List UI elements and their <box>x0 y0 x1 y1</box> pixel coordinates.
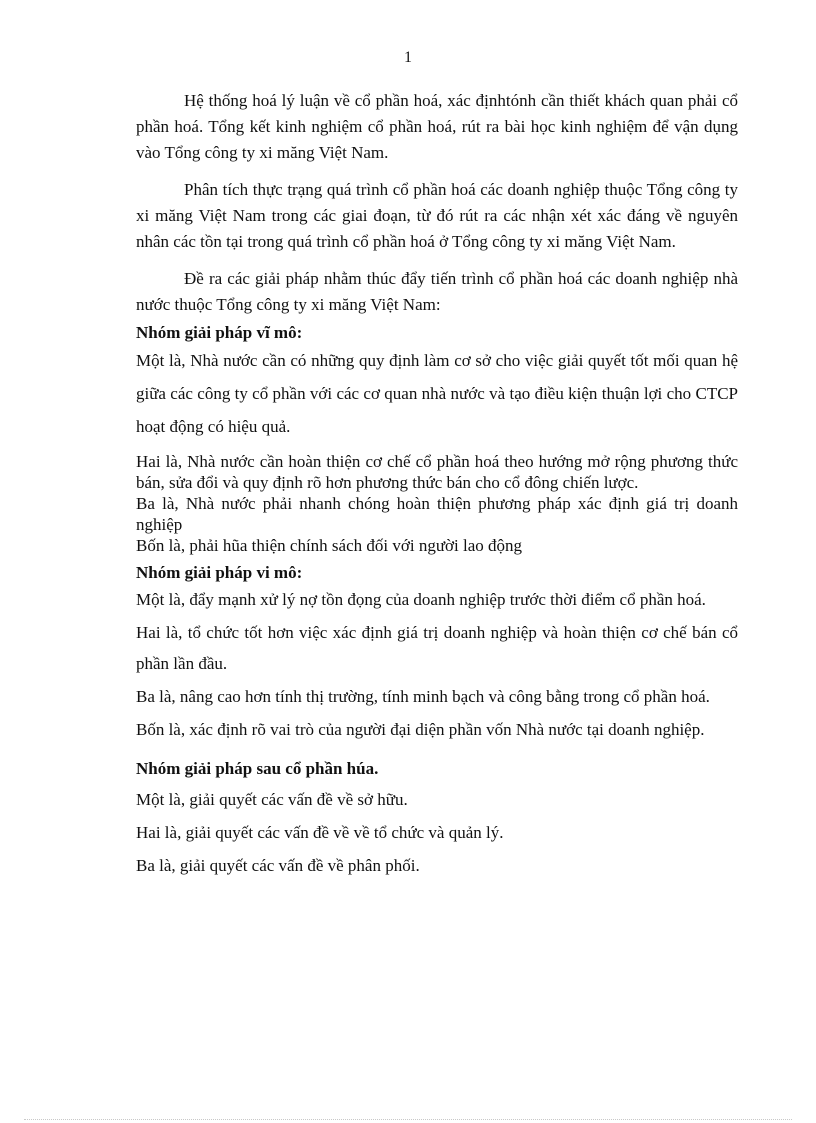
macro-solution-2: Hai là, Nhà nước cần hoàn thiện cơ chế cổ phần hoá theo hướng mở rộng phương thức bán, sửa đổi và quy định rõ hơn phương thức bán cho cổ đông chiến lược. <box>136 452 738 492</box>
micro-solution-2: Hai là, tổ chức tốt hơn việc xác định giá trị doanh nghiệp và hoàn thiện cơ chế bán cổ phần lần đầu. <box>136 623 738 673</box>
intro-paragraph-3: Đề ra các giải pháp nhằm thúc đẩy tiến trình cổ phần hoá các doanh nghiệp nhà nước thuộc Tổng công ty xi măng Việt Nam: <box>136 269 738 314</box>
post-solution-1: Một là, giải quyết các vấn đề về sở hữu. <box>136 790 408 809</box>
post-solution-3: Ba là, giải quyết các vấn đề về phân phối. <box>136 856 420 875</box>
page-number: 1 <box>404 49 412 66</box>
intro-paragraph-1: Hệ thống hoá lý luận về cổ phần hoá, xác địnhtónh cần thiết khách quan phải cổ phần hoá. Tổng kết kinh nghiệm cổ phần hoá, rút ra bài học kinh nghiệm để vận dụng vào Tổng công ty xi măng Việt Nam. <box>136 91 738 162</box>
document-body <box>136 88 738 884</box>
micro-solutions-heading: Nhóm giải pháp vi mô: <box>136 563 303 582</box>
page-divider <box>24 1119 792 1120</box>
micro-solution-1: Một là, đẩy mạnh xử lý nợ tồn đọng của doanh nghiệp trước thời điểm cổ phần hoá. <box>136 590 706 609</box>
macro-solutions-heading: Nhóm giải pháp vĩ mô: <box>136 323 303 342</box>
macro-solution-1: Một là, Nhà nước cần có những quy định làm cơ sở cho việc giải quyết tốt mối quan hệ giữa các công ty cổ phần với các cơ quan nhà nước và tạo điều kiện thuận lợi cho CTCP hoạt động có hiệu quả. <box>136 351 738 436</box>
micro-solution-4: Bốn là, xác định rõ vai trò của người đại diện phần vốn Nhà nước tại doanh nghiệp. <box>136 720 705 739</box>
post-solution-2: Hai là, giải quyết các vấn đề về về tổ chức và quản lý. <box>136 823 504 842</box>
intro-paragraph-2: Phân tích thực trạng quá trình cổ phần hoá các doanh nghiệp thuộc Tổng công ty xi măng Việt Nam trong các giai đoạn, từ đó rút ra các nhận xét xác đáng về nguyên nhân các tồn tại trong quá trình cổ phần hoá ở Tổng công ty xi măng Việt Nam. <box>136 180 738 251</box>
macro-solution-3: Ba là, Nhà nước phải nhanh chóng hoàn thiện phương pháp xác định giá trị doanh nghiệp <box>136 494 738 534</box>
macro-solution-4: Bốn là, phải hũa thiện chính sách đối với người lao động <box>136 536 523 555</box>
post-equitization-heading: Nhóm giải pháp sau cổ phần húa. <box>136 759 379 778</box>
micro-solution-3: Ba là, nâng cao hơn tính thị trường, tính minh bạch và công bằng trong cổ phần hoá. <box>136 687 710 706</box>
